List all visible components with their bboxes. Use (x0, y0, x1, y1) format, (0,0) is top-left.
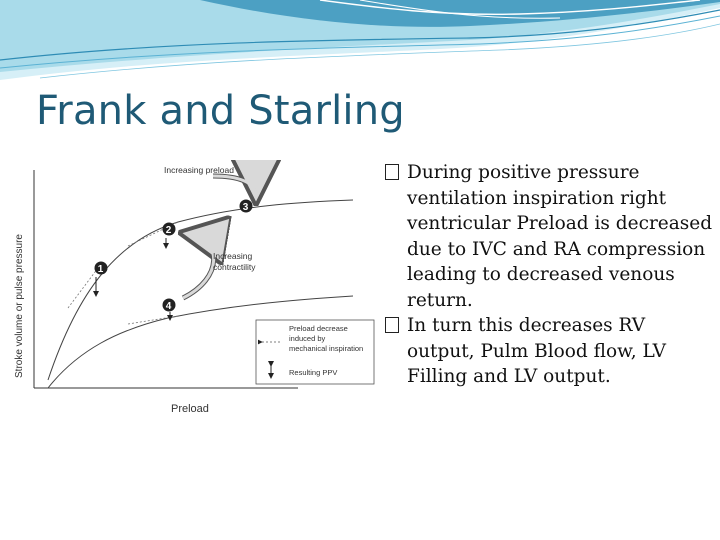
box-glyph-icon (385, 164, 399, 180)
svg-text:2: 2 (165, 225, 172, 236)
bullet-list (385, 160, 715, 390)
bullet-item (385, 160, 715, 313)
frank-starling-diagram (8, 160, 378, 422)
svg-text:4: 4 (165, 301, 172, 312)
legend-line-2: induced by (289, 334, 326, 343)
label-increasing-preload: Increasing preload (164, 165, 234, 175)
label-contractility: contractility (213, 262, 256, 272)
svg-text:1: 1 (97, 264, 104, 275)
box-glyph-icon (385, 317, 399, 333)
svg-text:3: 3 (242, 202, 249, 213)
bullet-text-2: In turn this decreases RV output, Pulm Blood flow, LV Filling and LV output. (407, 315, 666, 387)
bullet-item (385, 313, 715, 390)
label-increasing: Increasing (213, 251, 253, 261)
diagram-legend (256, 320, 374, 384)
legend-line-3: mechanical inspiration (289, 344, 364, 353)
x-axis-label: Preload (171, 403, 209, 415)
slide-title: Frank and Starling (36, 88, 405, 134)
header-wave-decoration (0, 0, 720, 90)
bullet-text-1: During positive pressure ventilation inspiration right ventricular Preload is decreased due to IVC and RA compression leading to decreased venous return. (407, 162, 713, 311)
legend-line-1: Preload decrease (289, 324, 348, 333)
legend-line-4: Resulting PPV (289, 368, 338, 377)
y-axis-label: Stroke volume or pulse pressure (14, 234, 25, 378)
